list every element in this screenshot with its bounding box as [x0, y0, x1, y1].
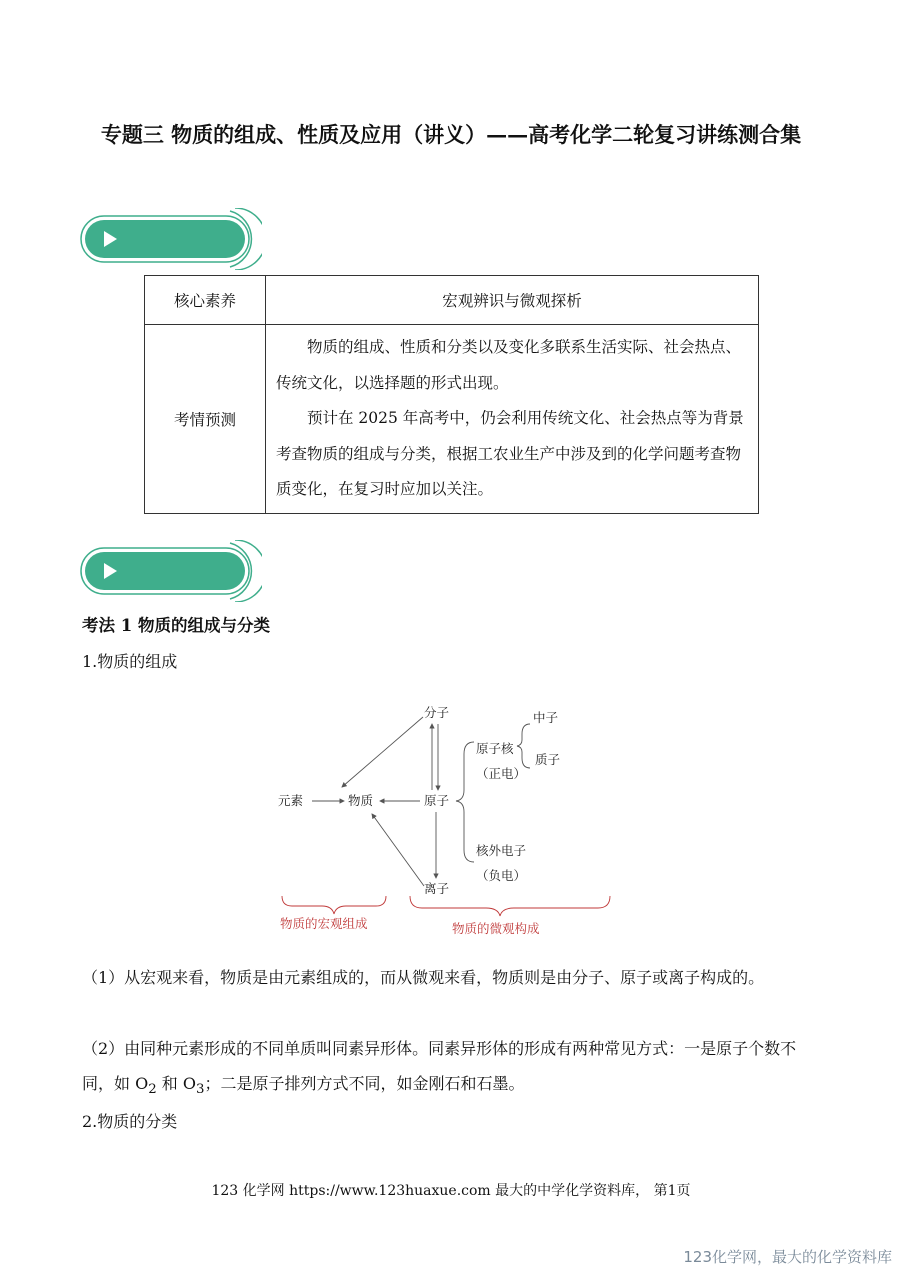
forecast-paragraph-2: 预计在 2025 年高考中，仍会利用传统文化、社会热点等为背景考查物质的组成与分类，根据工农业生产中涉及到的化学问题考查物质变化，在复习时应加以关注。 [276, 409, 744, 498]
node-nucleus: 原子核 [476, 741, 514, 756]
paragraph-allotropes: （2）由同种元素形成的不同单质叫同素异形体。同素异形体的形成有两种常见方式：一是原子个数不同，如 $O_2$ 和 $O_3$；二是原子排列方式不同，如金刚石和石墨。 [82, 1039, 797, 1098]
table-label-core: 核心素养 [145, 276, 266, 325]
node-electron: 核外电子 [476, 843, 527, 858]
node-substance: 物质 [348, 793, 374, 808]
section-banner-1 [80, 208, 262, 270]
subscript-o3: 3 [196, 1082, 205, 1098]
node-nucleus-charge: （正电） [476, 766, 527, 781]
watermark-text: 123化学网，最大的化学资料库 [683, 1248, 892, 1266]
page-title: 专题三 物质的组成、性质及应用（讲义）——高考化学二轮复习讲练测合集 [100, 122, 802, 147]
subheading-classification: 2.物质的分类 [82, 1112, 178, 1131]
subscript-o2: 2 [148, 1082, 157, 1098]
paragraph-macro-micro: （1）从宏观来看，物质是由元素组成的，而从微观来看，物质则是由分子、原子或离子构成的。 [82, 968, 765, 987]
table-value-forecast [266, 325, 759, 514]
section-heading: 考法 1 物质的组成与分类 [82, 616, 270, 635]
page-footer: 123 化学网 https://www.123huaxue.com 最大的中学化学资料库， 第1页 [211, 1183, 691, 1199]
node-ion: 离子 [424, 881, 450, 896]
info-table [144, 275, 759, 514]
table-value-core: 宏观辨识与微观探析 [266, 276, 759, 325]
node-atom: 原子 [424, 793, 450, 808]
forecast-paragraph-1: 物质的组成、性质和分类以及变化多联系生活实际、社会热点、传统文化，以选择题的形式出现。 [276, 338, 742, 392]
label-macro-composition: 物质的宏观组成 [280, 916, 368, 931]
table-label-forecast: 考情预测 [145, 325, 266, 514]
subheading-composition: 1.物质的组成 [82, 652, 178, 671]
label-micro-structure: 物质的微观构成 [452, 921, 540, 936]
node-element: 元素 [278, 793, 304, 808]
node-electron-charge: （负电） [476, 868, 527, 883]
node-molecule: 分子 [424, 705, 450, 720]
node-proton: 质子 [535, 752, 561, 767]
section-banner-2 [80, 540, 262, 602]
node-neutron: 中子 [533, 710, 559, 725]
composition-diagram [260, 690, 640, 950]
